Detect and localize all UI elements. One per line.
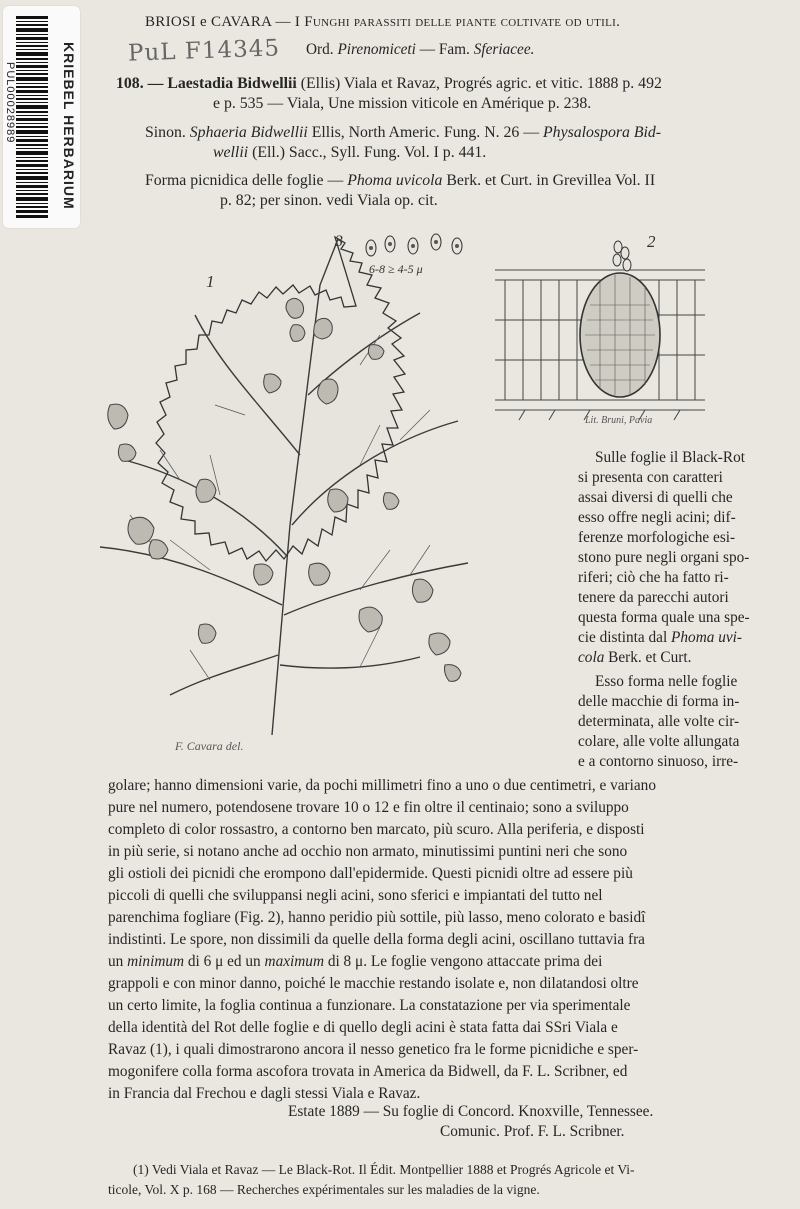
- body-line: piccoli di quelli che sviluppansi negli acini, sono sferici e impiantati del tutto nel: [108, 887, 603, 904]
- order-label: Ord.: [306, 41, 334, 58]
- col-line: si presenta con caratteri: [578, 469, 723, 486]
- forma-prefix: Forma picnidica delle foglie —: [145, 172, 344, 189]
- body-line: [108, 952, 602, 972]
- collection-line-2: Comunic. Prof. F. L. Scribner.: [440, 1123, 625, 1140]
- col-line: ferenze morfologiche esi-: [578, 529, 736, 546]
- forma-name: Phoma uvicola: [347, 172, 443, 189]
- col-line: esso offre negli acini; dif-: [578, 509, 736, 526]
- body-line: pure nel numero, potendosene trovare 10 o 12 e fin oltre il centinaio; sono a sviluppo: [108, 799, 629, 816]
- footnote-line-1: (1) Vedi Viala et Ravaz — Le Black-Rot. Il Édit. Montpellier 1888 et Progrés Agricole et Vi-: [133, 1162, 635, 1177]
- order-name: Pirenomiceti: [337, 41, 416, 58]
- col-line: riferi; ciò che ha fatto ri-: [578, 569, 729, 586]
- barcode-label: [3, 6, 80, 228]
- col-italic: Phoma uvi-: [671, 629, 742, 646]
- body-line: indistinti. Le spore, non dissimili da quelle della forma degli acini, oscillano tuttavia fra: [108, 931, 645, 948]
- series-title: — I Funghi parassiti delle piante coltivate od utili.: [275, 14, 621, 30]
- spore-size: 6-8 ≥ 4-5 μ: [369, 262, 423, 276]
- forma-line-1: [145, 171, 655, 191]
- leaf-figure: [60, 225, 545, 753]
- col-italic: cola: [578, 649, 605, 666]
- body-line: golare; hanno dimensioni varie, da pochi millimetri fino a uno o due centimetri, e variano: [108, 777, 656, 794]
- spores-fig-number: 3: [335, 233, 343, 250]
- body-line: un certo limite, la foglia continua a funzionare. La constatazione per via sperimentale: [108, 997, 631, 1014]
- family-name: Sferiacee.: [473, 41, 535, 58]
- body-line: grappoli e con minor danno, poiché le macchie restando isolate e, non dilatandosi oltre: [108, 975, 639, 992]
- col-line: determinata, alle volte cir-: [578, 713, 740, 730]
- entry-line-2: e p. 535 — Viala, Une mission viticole en Amérique p. 238.: [213, 95, 592, 112]
- classification: [306, 40, 534, 60]
- col-line: colare, alle volte allungata: [578, 733, 740, 750]
- forma-line-2: p. 82; per sinon. vedi Viala op. cit.: [220, 192, 438, 209]
- entry-number: 108. —: [116, 75, 164, 92]
- body-line: della identità del Rot delle foglie e di quello degli acini è stata fatta dai SSri Viala e: [108, 1019, 618, 1036]
- synonyms-line-1: [145, 123, 661, 143]
- series-header: [145, 12, 620, 32]
- body-line: in più serie, si notano anche ad occhio non armato, minutissimi puntini neri che sono: [108, 843, 628, 860]
- body-text: di 6 μ ed un: [187, 953, 261, 970]
- col-line: [578, 628, 742, 648]
- synonyms-label: Sinon.: [145, 124, 186, 141]
- synonyms-line-2: [213, 143, 486, 163]
- collection-line-1: Estate 1889 — Su foglie di Concord. Knoxville, Tennessee.: [288, 1103, 654, 1120]
- family-label: — Fam.: [419, 41, 470, 58]
- synonym-2-cont: wellii: [213, 144, 249, 161]
- footnote-line-2: ticole, Vol. X p. 168 — Recherches expérimentales sur les maladies de la vigne.: [108, 1182, 540, 1197]
- forma-ref: Berk. et Curt. in Grevillea Vol. II: [446, 172, 656, 189]
- synonym-1: Sphaeria Bidwellii: [189, 124, 308, 141]
- entry-line-1: [116, 74, 662, 94]
- section-fig-number: 2: [647, 232, 656, 251]
- body-text: un: [108, 953, 124, 970]
- synonym-1-ref: Ellis, North Americ. Fung. N. 26 —: [311, 124, 540, 141]
- species-name: Laestadia Bidwellii: [167, 75, 297, 92]
- barcode: [16, 16, 48, 218]
- body-line: completo di color rossastro, a contorno ben marcato, più scuro. Alla periferia, e disposti: [108, 821, 645, 838]
- handwritten-number: PuL F14345: [127, 35, 281, 67]
- col-line: e a contorno sinuoso, irre-: [578, 753, 739, 770]
- credit-left: F. Cavara del.: [175, 739, 244, 753]
- leaf-fig-number: 1: [206, 272, 215, 291]
- col-text: Berk. et Curt.: [608, 649, 692, 666]
- body-italic: maximum: [264, 953, 324, 970]
- body-line: parenchima fogliare (Fig. 2), hanno peridio più sottile, più lasso, meno colorato e basidî: [108, 909, 646, 926]
- body-line: in Francia dal Frechou e dagli stessi Viala e Ravaz.: [108, 1085, 421, 1102]
- col-text: cie distinta dal: [578, 629, 668, 646]
- body-text: di 8 μ. Le foglie vengono attaccate prima dei: [327, 953, 603, 970]
- body-line: mogonifere colla forma ascofora trovata in America da Bidwell, da F. L. Scribner, ed: [108, 1063, 628, 1080]
- synonym-2: Physalospora Bid-: [543, 124, 662, 141]
- credit-right: Lit. Bruni, Pavia: [585, 415, 653, 426]
- body-line: gli ostioli dei picnidi che erompono dall'epidermide. Questi picnidi oltre ad essere più: [108, 865, 633, 882]
- citation-1: (Ellis) Viala et Ravaz, Progrés agric. et vitic. 1888 p. 492: [300, 75, 662, 92]
- col-line: assai diversi di quelli che: [578, 489, 733, 506]
- accession-number: PUL00028989: [4, 62, 16, 144]
- col-line: delle macchie di forma in-: [578, 693, 740, 710]
- herbarium-name: KRIEBEL HERBARIUM: [61, 42, 77, 210]
- synonym-2-ref: (Ell.) Sacc., Syll. Fung. Vol. I p. 441.: [252, 144, 487, 161]
- spores-figure: [335, 228, 495, 283]
- section-figure: [495, 225, 705, 425]
- col-line: Sulle foglie il Black-Rot: [595, 449, 745, 466]
- col-line: tenere da parecchi autori: [578, 589, 729, 606]
- col-line: stono pure negli organi spo-: [578, 549, 750, 566]
- col-line: [578, 648, 691, 668]
- body-line: Ravaz (1), i quali dimostrarono ancora il nesso genetico fra le forme picnidiche e sper-: [108, 1041, 639, 1058]
- body-italic: minimum: [127, 953, 185, 970]
- col-line: Esso forma nelle foglie: [595, 673, 738, 690]
- authors: BRIOSI e CAVARA: [145, 14, 272, 30]
- col-line: questa forma quale una spe-: [578, 609, 750, 626]
